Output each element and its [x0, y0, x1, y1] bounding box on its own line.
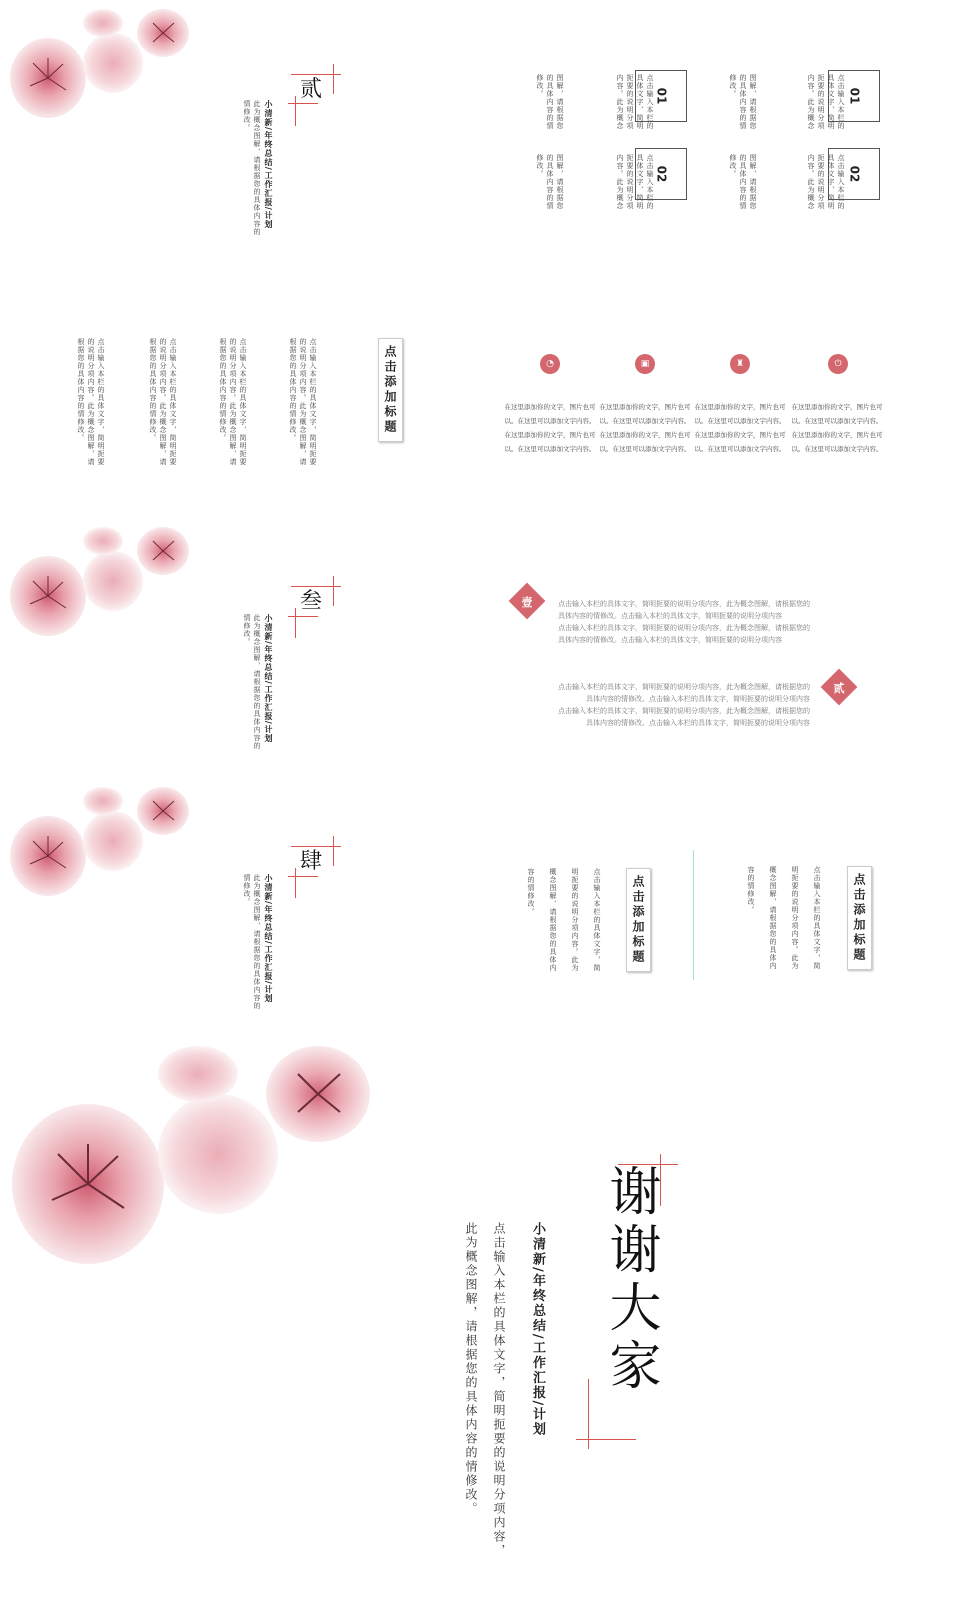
feature-text: 在这里添加你的文字，图片也可以。在这里可以添加文字内容。在这里添加你的文字，图片也可以。在这里可以添加文字内容。: [791, 403, 883, 453]
item-text: 图解，请根据您的具体内容的情修改。: [729, 154, 757, 210]
split-text: 容的情修改。: [747, 866, 755, 914]
deco-line: [288, 876, 318, 877]
slide-chapter-3: [8, 526, 468, 776]
trophy-icon: ♜: [730, 354, 750, 374]
number-box: 02: [635, 148, 687, 200]
slide-thanks: [8, 1044, 952, 1612]
power-icon: ⏻: [828, 354, 848, 374]
split-text: 点击输入本栏的具体文字，简: [813, 866, 821, 970]
slide-title: 点击添加标题: [378, 338, 403, 442]
text-line: 具体内容的情修改。点击输入本栏的具体文字，简明扼要的说明分项内容: [558, 612, 782, 620]
slide-title-right: 点击添加标题: [847, 866, 872, 970]
diamond-label: 壹: [521, 596, 533, 609]
chapter-tagline: 小清新/年终总结/工作汇报/计划: [264, 874, 274, 1003]
deco-line: [333, 64, 334, 94]
feature-text: 在这里添加你的文字，图片也可以。在这里可以添加文字内容。在这里添加你的文字，图片也可以。在这里可以添加文字内容。: [504, 403, 596, 453]
split-text: 概念图解，请根据您的具体内: [549, 868, 557, 972]
deco-line: [295, 868, 296, 898]
slide-columns: [8, 268, 468, 518]
text-line: 具体内容的情修改。点击输入本栏的具体文字，简明扼要的说明分项内容: [586, 719, 810, 727]
slide-title-left: 点击添加标题: [626, 868, 651, 972]
chapter-description: 此为概念图解，请根据您的具体内容的情修改。: [243, 874, 261, 1010]
column-text: 点击输入本栏的具体文字，简明扼要的说明分项内容。此为概念图解，请根据您的具体内容的情修改。: [77, 338, 105, 466]
deco-line: [333, 836, 334, 866]
chapter-numeral: 叁: [300, 589, 323, 614]
flower-illustration: [8, 8, 198, 138]
slide-numbered: [490, 8, 950, 258]
item-text: 点击输入本栏的具体文字，简明扼要的说明分项内容。此为概念: [616, 74, 654, 130]
column-text: 点击输入本栏的具体文字，简明扼要的说明分项内容。此为概念图解，请根据您的具体内容的情修改。: [219, 338, 247, 466]
thanks-line-2: 此为概念图解，请根据您的具体内容的情修改。: [464, 1222, 478, 1516]
chapter-description: 此为概念图解，请根据您的具体内容的情修改。: [243, 614, 261, 750]
deco-line: [333, 576, 334, 606]
column-text: 点击输入本栏的具体文字，简明扼要的说明分项内容。此为概念图解，请根据您的具体内容的情修改。: [149, 338, 177, 466]
chapter-numeral: 贰: [300, 77, 323, 102]
item-text: 点击输入本栏的具体文字，简明扼要的说明分项内容。此为概念: [807, 154, 845, 210]
column-text: 点击输入本栏的具体文字，简明扼要的说明分项内容。此为概念图解，请根据您的具体内容的情修改。: [289, 338, 317, 466]
slide-chapter-4: [8, 786, 468, 1036]
chapter-tagline: 小清新/年终总结/工作汇报/计划: [264, 614, 274, 743]
flower-illustration: [8, 526, 198, 656]
text-line: 点击输入本栏的具体文字，简明扼要的说明分项内容，此为概念图解，请根据您的: [558, 707, 810, 715]
thanks-title: 谢谢大家: [600, 1164, 660, 1396]
deco-line: [588, 1379, 589, 1449]
item-text: 点击输入本栏的具体文字，简明扼要的说明分项内容。此为概念: [616, 154, 654, 210]
deco-line: [288, 103, 318, 104]
feature-text: 在这里添加你的文字，图片也可以。在这里可以添加文字内容。在这里添加你的文字，图片也可以。在这里可以添加文字内容。: [694, 403, 786, 453]
text-line: 具体内容的情修改。点击输入本栏的具体文字，简明扼要的说明分项内容: [558, 636, 782, 644]
thanks-line-1: 点击输入本栏的具体文字，简明扼要的说明分项内容，: [492, 1222, 506, 1558]
text-line: 点击输入本栏的具体文字，简明扼要的说明分项内容，此为概念图解，请根据您的: [558, 683, 810, 691]
chapter-tagline: 小清新/年终总结/工作汇报/计划: [264, 100, 274, 229]
number-box: 01: [635, 70, 687, 122]
text-line: 具体内容的情修改。点击输入本栏的具体文字，简明扼要的说明分项内容: [586, 695, 810, 703]
chapter-description: 此为概念图解，请根据您的具体内容的情修改。: [243, 100, 261, 236]
deco-line: [576, 1439, 636, 1440]
speedometer-icon: ◔: [540, 354, 560, 374]
flower-illustration: [8, 1044, 388, 1304]
text-line: 点击输入本栏的具体文字，简明扼要的说明分项内容，此为概念图解，请根据您的: [558, 600, 810, 608]
briefcase-icon: ▣: [635, 354, 655, 374]
item-text: 点击输入本栏的具体文字，简明扼要的说明分项内容。此为概念: [807, 74, 845, 130]
item-text: 图解，请根据您的具体内容的情修改。: [536, 74, 564, 130]
deco-line: [288, 616, 318, 617]
split-text: 点击输入本栏的具体文字，简: [593, 868, 601, 972]
split-text: 明扼要的说明分项内容。此为: [571, 868, 579, 972]
feature-text: 在这里添加你的文字，图片也可以。在这里可以添加文字内容。在这里添加你的文字，图片也可以。在这里可以添加文字内容。: [599, 403, 691, 453]
number-box: 02: [828, 148, 880, 200]
slide-diamonds: [490, 526, 950, 776]
split-text: 明扼要的说明分项内容。此为: [791, 866, 799, 970]
slide-icons: [490, 268, 950, 518]
split-text: 概念图解，请根据您的具体内: [769, 866, 777, 970]
item-text: 图解，请根据您的具体内容的情修改。: [729, 74, 757, 130]
thanks-tagline: 小清新/年终总结/工作汇报/计划: [530, 1222, 545, 1438]
slide-chapter-2: [8, 8, 468, 258]
chapter-numeral: 肆: [300, 849, 323, 874]
divider-line: [693, 850, 694, 980]
diamond-label: 贰: [833, 682, 845, 695]
text-line: 点击输入本栏的具体文字，简明扼要的说明分项内容，此为概念图解，请根据您的: [558, 624, 810, 632]
item-text: 图解，请根据您的具体内容的情修改。: [536, 154, 564, 210]
flower-illustration: [8, 786, 198, 916]
deco-line: [295, 96, 296, 126]
number-box: 01: [828, 70, 880, 122]
slide-split: [490, 786, 950, 1036]
split-text: 容的情修改。: [527, 868, 535, 916]
deco-line: [295, 608, 296, 638]
